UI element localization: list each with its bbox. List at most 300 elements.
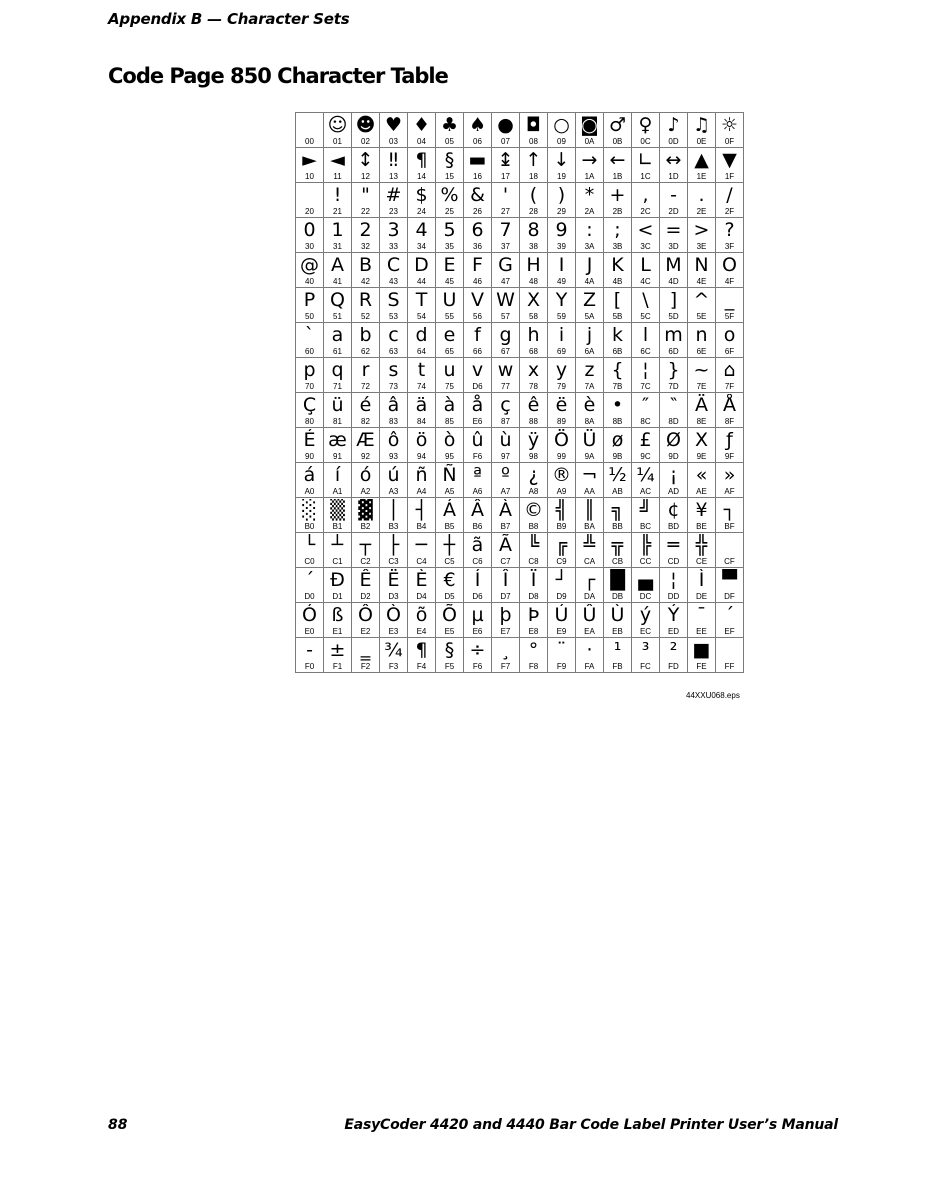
hex-code: DA [583,592,596,601]
character-cell [660,183,688,218]
hex-code: BD [667,522,680,531]
hex-code: 8F [724,417,735,426]
hex-code: 39 [557,242,566,251]
character-cell [548,463,576,498]
hex-code: 75 [445,382,454,391]
character-cell [716,393,744,428]
character-glyph: ) [557,184,566,206]
character-glyph: ┬ [359,534,372,556]
hex-code: 07 [501,137,510,146]
character-glyph: Y [555,289,568,311]
table-row [296,393,744,428]
hex-code: EC [639,627,652,636]
character-glyph: I [558,254,565,276]
character-cell [324,253,352,288]
character-cell [380,253,408,288]
character-glyph: = [665,219,682,241]
table-row [296,568,744,603]
character-glyph: ~ [693,359,710,381]
character-glyph: └ [303,534,316,556]
character-glyph: ä [415,394,428,416]
character-cell [324,568,352,603]
hex-code: 5A [584,312,595,321]
character-glyph: ; [614,219,621,241]
character-glyph: j [586,324,593,346]
hex-code: CB [611,557,624,566]
character-glyph: 0 [303,219,316,241]
hex-code: 15 [445,172,454,181]
hex-code: E6 [472,417,483,426]
character-glyph: % [440,184,459,206]
hex-code: 79 [557,382,566,391]
hex-code: 7B [612,382,623,391]
character-cell [604,113,632,148]
hex-code: 11 [333,172,342,181]
hex-code: 49 [557,277,566,286]
character-cell [716,498,744,533]
character-cell [408,288,436,323]
page-number: 88 [108,1117,128,1133]
character-glyph: T [415,289,428,311]
character-glyph: < [637,219,654,241]
character-glyph: ² [669,639,678,661]
character-glyph: ¦ [670,569,677,591]
character-glyph: Ã [499,534,512,556]
character-glyph: X [694,429,709,451]
hex-code: 1C [640,172,651,181]
hex-code: 1E [696,172,707,181]
character-cell [380,393,408,428]
hex-code: 16 [473,172,482,181]
character-glyph: ╝ [639,499,652,521]
hex-code: C6 [472,557,483,566]
character-glyph: Ü [582,429,597,451]
hex-code: 72 [361,382,370,391]
hex-code: 4B [612,277,623,286]
character-glyph: l [642,324,649,346]
character-cell [380,428,408,463]
manual-title: EasyCoder 4420 and 4440 Bar Code Label Printer User’s Manual [344,1117,838,1133]
character-cell [296,463,324,498]
hex-code: 2C [640,207,651,216]
character-cell [520,568,548,603]
character-cell [492,183,520,218]
character-cell [548,183,576,218]
character-cell [548,568,576,603]
character-cell [408,568,436,603]
character-cell [492,603,520,638]
character-glyph: & [470,184,485,206]
hex-code: F0 [304,662,315,671]
character-cell [548,533,576,568]
character-glyph: á [303,464,316,486]
character-glyph: a [331,324,344,346]
table-row [296,358,744,393]
character-glyph: ╣ [555,499,568,521]
character-cell [324,393,352,428]
character-glyph: Ï [530,569,537,591]
character-cell [492,533,520,568]
character-cell [520,428,548,463]
character-cell [520,358,548,393]
character-cell [464,498,492,533]
hex-code: 73 [389,382,398,391]
hex-code: 3A [584,242,595,251]
hex-code: 34 [417,242,426,251]
hex-code: 09 [557,137,566,146]
character-glyph: ( [529,184,538,206]
hex-code: 69 [557,347,566,356]
character-cell [492,253,520,288]
character-glyph: ° [528,639,539,661]
character-cell [492,498,520,533]
character-glyph: ♂ [608,114,627,136]
character-cell [688,148,716,183]
hex-code: B1 [332,522,343,531]
table-row [296,428,744,463]
character-cell [436,183,464,218]
character-glyph: ¿ [528,464,539,486]
character-cell [520,113,548,148]
character-glyph: i [558,324,565,346]
character-glyph: ◘ [525,114,542,136]
character-glyph: Ç [302,394,317,416]
hex-code: 45 [445,277,454,286]
character-cell [464,533,492,568]
hex-code: 10 [305,172,314,181]
character-cell [296,113,324,148]
character-cell [380,358,408,393]
character-cell [576,498,604,533]
character-glyph: X [526,289,541,311]
character-glyph: ç [500,394,511,416]
character-glyph: ® [552,464,571,486]
character-cell [492,113,520,148]
character-cell [408,638,436,673]
hex-code: 87 [501,417,510,426]
character-cell [352,323,380,358]
hex-code: 05 [445,137,454,146]
hex-code: 6F [724,347,735,356]
character-glyph: Û [582,604,597,626]
character-glyph: ┤ [415,499,428,521]
character-cell [688,253,716,288]
character-cell [576,288,604,323]
hex-code: C7 [500,557,511,566]
hex-code: 5F [724,312,735,321]
character-cell [688,183,716,218]
hex-code: C5 [444,557,455,566]
character-glyph: à [443,394,456,416]
hex-code: D6 [472,592,483,601]
hex-code: CE [695,557,708,566]
hex-code: 81 [333,417,342,426]
character-glyph: ╬ [695,534,708,556]
character-cell [436,358,464,393]
character-cell [520,533,548,568]
character-cell [716,113,744,148]
character-cell [632,288,660,323]
character-cell [352,253,380,288]
character-glyph: ♪ [667,114,680,136]
character-glyph: © [524,499,543,521]
character-cell [436,113,464,148]
hex-code: 4F [724,277,735,286]
character-glyph: ■ [692,639,711,661]
character-cell [296,183,324,218]
character-glyph: Ö [554,429,569,451]
character-glyph: ô [387,429,400,451]
hex-code: E3 [388,627,399,636]
character-glyph: G [498,254,513,276]
character-glyph: ÿ [527,429,540,451]
character-glyph: ¢ [667,499,680,521]
hex-code: 6A [584,347,595,356]
character-cell [436,533,464,568]
hex-code: 68 [529,347,538,356]
character-cell [632,498,660,533]
character-glyph: Q [330,289,345,311]
character-cell [296,288,324,323]
character-glyph: { [611,359,624,381]
character-glyph: R [358,289,373,311]
character-cell [548,638,576,673]
character-glyph: ] [669,289,678,311]
character-cell [716,288,744,323]
character-cell [436,638,464,673]
character-table [295,112,744,673]
character-glyph: M [665,254,682,276]
hex-code: 95 [445,452,454,461]
character-glyph: ¶ [415,149,428,171]
character-glyph: ? [724,219,735,241]
character-cell [352,498,380,533]
character-cell [352,603,380,638]
hex-code: 6B [612,347,623,356]
character-glyph: Æ [356,429,375,451]
character-cell [548,498,576,533]
character-glyph: Î [502,569,509,591]
hex-code: AB [612,487,623,496]
hex-code: 06 [473,137,482,146]
hex-code: B7 [500,522,511,531]
hex-code: 1A [584,172,595,181]
character-cell [324,148,352,183]
character-glyph: V [471,289,484,311]
hex-code: C0 [304,557,315,566]
character-glyph: 1 [331,219,344,241]
character-cell [324,463,352,498]
character-glyph: N [694,254,709,276]
character-cell [548,323,576,358]
hex-code: 42 [361,277,370,286]
character-glyph: 4 [415,219,428,241]
character-cell [324,288,352,323]
hex-code: 9A [584,452,595,461]
character-glyph: ß [331,604,344,626]
character-cell [352,148,380,183]
character-glyph: → [581,149,598,171]
hex-code: AF [724,487,735,496]
character-cell [520,463,548,498]
character-glyph: o [723,324,736,346]
character-cell [632,533,660,568]
character-glyph: ┌ [583,569,596,591]
character-glyph: L [640,254,651,276]
character-glyph: ▒ [330,499,345,521]
hex-code: 18 [529,172,538,181]
character-cell [604,638,632,673]
hex-code: 55 [445,312,454,321]
character-cell [604,323,632,358]
character-cell [520,288,548,323]
character-cell [604,428,632,463]
hex-code: 26 [473,207,482,216]
hex-code: 85 [445,417,454,426]
hex-code: F5 [444,662,455,671]
hex-code: 61 [333,347,342,356]
hex-code: 8C [640,417,651,426]
hex-code: CA [583,557,596,566]
character-glyph: € [443,569,456,591]
character-cell [352,533,380,568]
hex-code: A8 [528,487,539,496]
character-glyph: . [698,184,705,206]
character-cell [716,183,744,218]
character-cell [492,148,520,183]
hex-code: 7D [668,382,679,391]
hex-code: CC [639,557,652,566]
character-glyph: ┘ [555,569,568,591]
character-glyph: 2 [359,219,372,241]
character-cell [660,638,688,673]
character-cell [464,323,492,358]
character-glyph: ▼ [722,149,737,171]
running-head: Appendix B — Character Sets [108,10,350,28]
character-cell [464,218,492,253]
character-glyph: · [586,639,593,661]
character-glyph: ∟ [637,149,654,171]
character-cell [408,393,436,428]
character-glyph: ! [333,184,342,206]
character-cell [716,323,744,358]
character-glyph: ▓ [358,499,373,521]
character-cell [380,463,408,498]
hex-code: 2B [612,207,623,216]
hex-code: E1 [332,627,343,636]
hex-code: 4C [640,277,651,286]
character-cell [688,498,716,533]
hex-code: ED [667,627,680,636]
hex-code: B3 [388,522,399,531]
hex-code: D2 [360,592,371,601]
character-cell [604,358,632,393]
character-cell [660,568,688,603]
hex-code: 59 [557,312,566,321]
character-glyph: Í [474,569,481,591]
character-glyph: } [667,359,680,381]
character-cell [604,533,632,568]
character-cell [436,323,464,358]
hex-code: 14 [417,172,426,181]
hex-code: CD [667,557,680,566]
character-glyph: ╔ [555,534,568,556]
character-cell [492,638,520,673]
character-cell [688,323,716,358]
character-cell [548,393,576,428]
hex-code: 2E [696,207,707,216]
character-cell [632,568,660,603]
hex-code: 62 [361,347,370,356]
table-row [296,183,744,218]
character-glyph: D [414,254,429,276]
character-cell [352,288,380,323]
hex-code: EA [584,627,595,636]
character-cell [632,463,660,498]
character-cell [436,463,464,498]
character-glyph: ├ [387,534,400,556]
character-cell [324,498,352,533]
character-cell [436,568,464,603]
character-glyph: " [361,184,370,206]
character-cell [632,428,660,463]
character-glyph: ↨ [497,149,514,171]
character-glyph: q [331,359,344,381]
character-glyph: 6 [471,219,484,241]
hex-code: 57 [501,312,510,321]
character-cell [520,638,548,673]
hex-code: 70 [305,382,314,391]
character-cell [604,148,632,183]
character-glyph: É [303,429,316,451]
character-glyph: õ [415,604,428,626]
hex-code: 0A [584,137,595,146]
character-cell [380,323,408,358]
character-glyph: r [361,359,370,381]
hex-code: 47 [501,277,510,286]
character-glyph: ► [302,149,317,171]
hex-code: DD [667,592,680,601]
hex-code: FF [724,662,735,671]
character-cell [352,568,380,603]
table-row [296,148,744,183]
hex-code: D4 [416,592,427,601]
character-glyph: § [444,149,455,171]
page-title: Code Page 850 Character Table [108,64,448,88]
character-cell [464,148,492,183]
character-cell [380,288,408,323]
character-glyph: ↑ [525,149,542,171]
character-glyph: ☻ [355,114,376,136]
hex-code: AE [696,487,707,496]
character-cell [436,603,464,638]
hex-code: 1B [612,172,623,181]
character-glyph: E [443,254,456,276]
character-glyph: È [415,569,428,591]
character-cell [576,393,604,428]
character-glyph: ⌂ [723,359,736,381]
character-cell [576,568,604,603]
hex-code: F2 [360,662,371,671]
hex-code: 9F [724,452,735,461]
character-cell [660,218,688,253]
character-glyph: ù [499,429,512,451]
character-glyph: è [583,394,596,416]
hex-code: C9 [556,557,567,566]
hex-code: 2A [584,207,595,216]
character-cell [464,288,492,323]
character-cell [464,638,492,673]
